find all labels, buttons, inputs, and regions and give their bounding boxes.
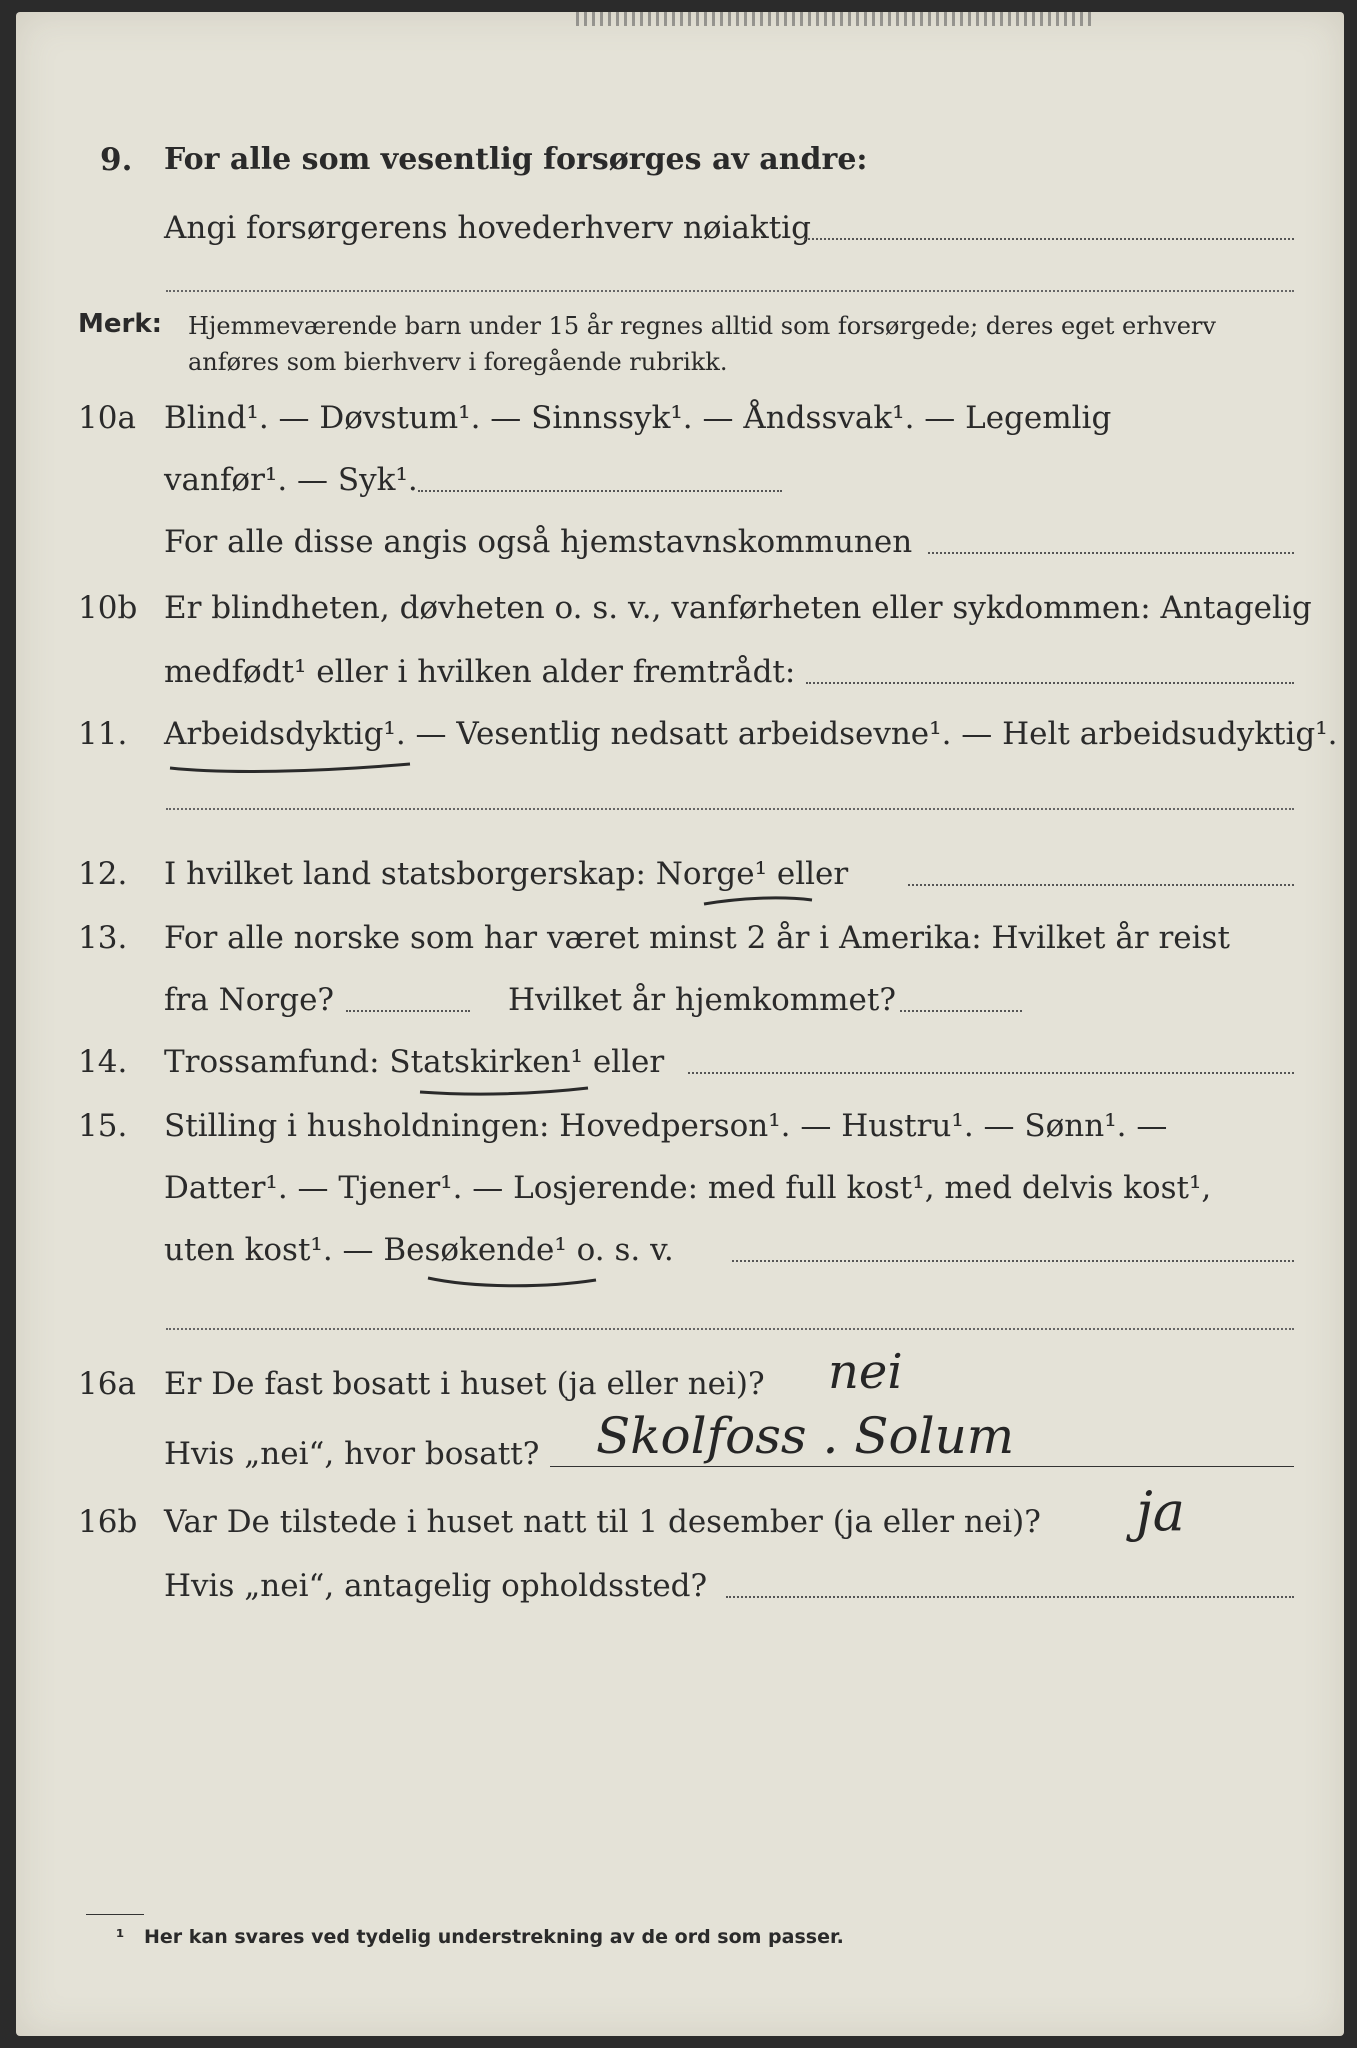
- q10a-hjemstavn-answer-line[interactable]: [928, 552, 1294, 554]
- q9-number: 9.: [100, 142, 133, 178]
- q12-number: 12.: [78, 856, 128, 892]
- q13-line-2a: fra Norge?: [164, 982, 335, 1018]
- q16a-answer-bosatt: Skolfoss . Solum: [596, 1407, 1015, 1465]
- footnote-rule: [86, 1914, 144, 1915]
- merk-label: Merk:: [78, 309, 163, 339]
- q11-number: 11.: [78, 716, 128, 752]
- q16a-answer-nei: nei: [828, 1344, 903, 1400]
- census-form-page: [16, 12, 1344, 2036]
- merk-line-2: anføres som bierhverv i foregående rubrikk.: [188, 348, 728, 376]
- q13-line-2b: Hvilket år hjemkommet?: [508, 982, 896, 1018]
- footnote-text: Her kan svares ved tydelig understrekning av de ord som passer.: [144, 1926, 844, 1948]
- q16a-number: 16a: [78, 1366, 136, 1402]
- q15-answer-line[interactable]: [732, 1260, 1294, 1262]
- merk-line-1: Hjemmeværende barn under 15 år regnes alltid som forsørgede; deres eget erhverv: [188, 312, 1216, 340]
- q16a-line-1: Er De fast bosatt i huset (ja eller nei)?: [164, 1366, 765, 1402]
- q15-line-1: Stilling i husholdningen: Hovedperson¹. — Hustru¹. — Sønn¹. —: [164, 1108, 1168, 1144]
- scan-edge-marks: [576, 12, 1096, 26]
- q9-answer-line-2[interactable]: [166, 290, 1294, 292]
- q10a-line-2: vanfør¹. — Syk¹.: [164, 462, 418, 498]
- q15-number: 15.: [78, 1108, 128, 1144]
- q16a-line-2: Hvis „nei“, hvor bosatt?: [164, 1436, 540, 1472]
- q10a-number: 10a: [78, 400, 136, 436]
- q16b-answer-ja: ja: [1136, 1480, 1185, 1543]
- q14-answer-line[interactable]: [688, 1072, 1294, 1074]
- q13-reist-answer-line[interactable]: [346, 1010, 470, 1012]
- q14-handwritten-underline: [416, 1080, 596, 1102]
- q11-answer-line[interactable]: [166, 808, 1294, 810]
- q13-line-1: For alle norske som har været minst 2 år i Amerika: Hvilket år reist: [164, 920, 1230, 956]
- q9-title: For alle som vesentlig forsørges av andre:: [164, 142, 868, 177]
- q11-text: Arbeidsdyktig¹. — Vesentlig nedsatt arbeidsevne¹. — Helt arbeidsudyktig¹.: [164, 716, 1338, 752]
- q12-handwritten-underline: [700, 890, 820, 912]
- q14-number: 14.: [78, 1044, 128, 1080]
- q11-handwritten-underline: [166, 754, 416, 778]
- q12-text: I hvilket land statsborgerskap: Norge¹ eller: [164, 856, 849, 892]
- q13-hjemkommet-answer-line[interactable]: [900, 1010, 1022, 1012]
- q10b-answer-line[interactable]: [806, 682, 1294, 684]
- q15-handwritten-underline: [424, 1268, 604, 1292]
- q15-answer-line-2[interactable]: [166, 1328, 1294, 1330]
- q10a-line-1: Blind¹. — Døvstum¹. — Sinnssyk¹. — Åndssvak¹. — Legemlig: [164, 400, 1112, 436]
- q9-line: Angi forsørgerens hovederhverv nøiaktig: [164, 210, 811, 246]
- q16a-answer-line[interactable]: [550, 1466, 1294, 1467]
- footnote-mark: ¹: [116, 1926, 125, 1948]
- q16b-line-2: Hvis „nei“, antagelig opholdssted?: [164, 1568, 708, 1604]
- q10b-line-2: medfødt¹ eller i hvilken alder fremtrådt:: [164, 654, 796, 690]
- q13-number: 13.: [78, 920, 128, 956]
- q12-answer-line[interactable]: [908, 884, 1294, 886]
- q10a-syk-answer-line[interactable]: [418, 490, 782, 492]
- q9-answer-line[interactable]: [804, 238, 1294, 240]
- q16b-line-1: Var De tilstede i huset natt til 1 desember (ja eller nei)?: [164, 1504, 1041, 1540]
- q10a-line-3: For alle disse angis også hjemstavnskommunen: [164, 524, 913, 560]
- q14-text: Trossamfund: Statskirken¹ eller: [164, 1044, 665, 1080]
- q10b-number: 10b: [78, 590, 138, 626]
- q15-line-3: uten kost¹. — Besøkende¹ o. s. v.: [164, 1232, 674, 1268]
- q16b-number: 16b: [78, 1504, 138, 1540]
- q10b-line-1: Er blindheten, døvheten o. s. v., vanførheten eller sykdommen: Antagelig: [164, 590, 1312, 626]
- q16b-answer-line[interactable]: [726, 1596, 1294, 1598]
- q15-line-2: Datter¹. — Tjener¹. — Losjerende: med full kost¹, med delvis kost¹,: [164, 1170, 1212, 1206]
